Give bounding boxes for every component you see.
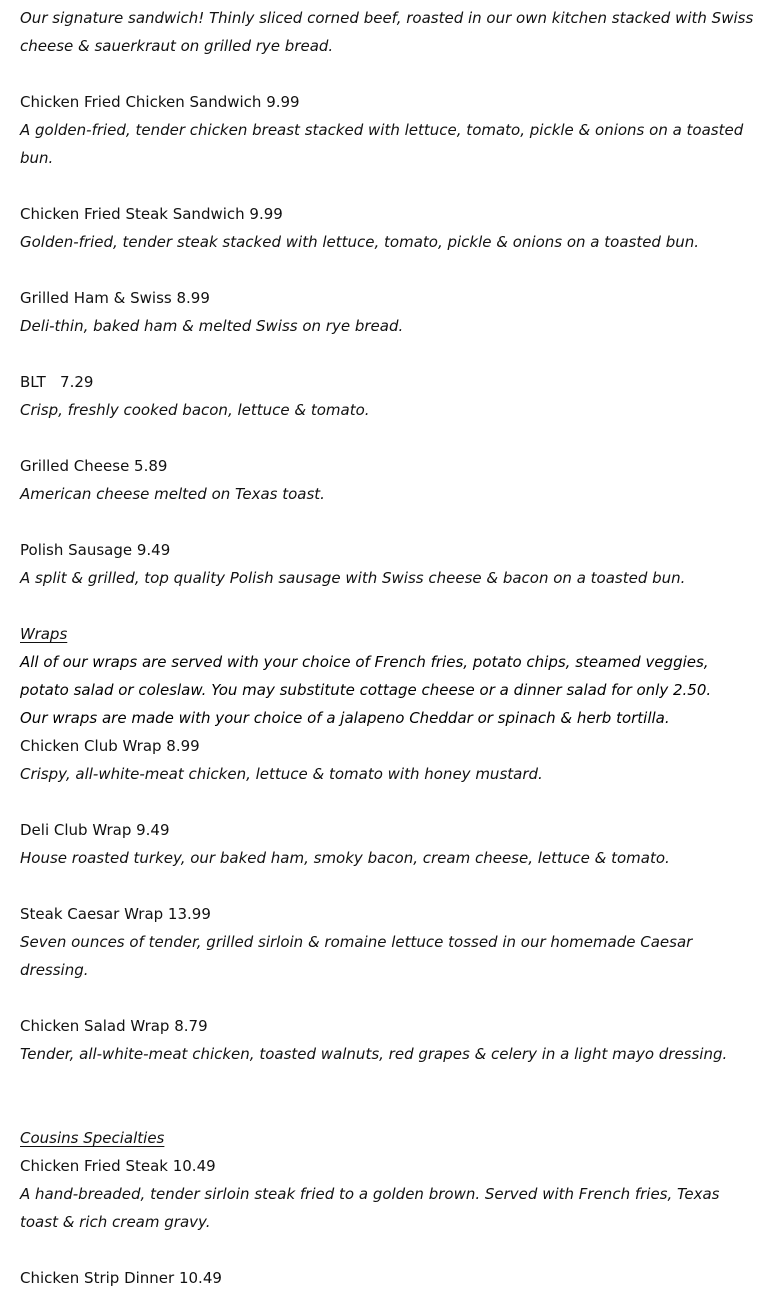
item-name: Chicken Salad Wrap 8.79: [20, 1017, 208, 1035]
spacer: [20, 984, 756, 1012]
item-description: A hand-breaded, tender sirloin steak fried to a golden brown. Served with French fries, Texas toast & rich cream gravy.: [20, 1185, 720, 1231]
item-description: Tender, all-white-meat chicken, toasted walnuts, red grapes & celery in a light mayo dressing.: [20, 1045, 728, 1063]
item-description: A golden-fried, tender chicken breast stacked with lettuce, tomato, pickle & onions on a toasted bun.: [20, 121, 744, 167]
item-description: Deli-thin, baked ham & melted Swiss on rye bread.: [20, 317, 404, 335]
section-title-wraps: Wraps: [20, 625, 68, 643]
item-name: Chicken Fried Chicken Sandwich 9.99: [20, 93, 300, 111]
item-name: Steak Caesar Wrap 13.99: [20, 905, 211, 923]
spacer: [20, 1236, 756, 1264]
spacer: [20, 256, 756, 284]
sandwich-item: [20, 368, 756, 424]
item-name: Grilled Ham & Swiss 8.99: [20, 289, 210, 307]
sandwich-item: [20, 452, 756, 508]
wraps-section: [20, 620, 756, 1068]
spacer: [20, 172, 756, 200]
wraps-note: All of our wraps are served with your choice of French fries, potato chips, steamed veggies, potato salad or coleslaw. You may substitute cottage cheese or a dinner salad for only 2.50.: [20, 653, 712, 699]
item-description: Crispy, all-white-meat chicken, lettuce & tomato with honey mustard.: [20, 765, 543, 783]
spacer: [20, 60, 756, 88]
section-title-specialties: Cousins Specialties: [20, 1129, 165, 1147]
sandwich-item: [20, 88, 756, 172]
item-name: Chicken Club Wrap 8.99: [20, 737, 200, 755]
spacer: [20, 508, 756, 536]
item-description: Golden-fried, tender steak stacked with lettuce, tomato, pickle & onions on a toasted bun.: [20, 233, 700, 251]
item-name: BLT 7.29: [20, 373, 94, 391]
specialties-section: [20, 1124, 756, 1292]
specialty-item: [20, 1264, 756, 1292]
item-name: Chicken Strip Dinner 10.49: [20, 1269, 222, 1287]
sandwich-item: [20, 200, 756, 256]
item-description: Seven ounces of tender, grilled sirloin & romaine lettuce tossed in our homemade Caesar dressing.: [20, 933, 693, 979]
spacer: [20, 340, 756, 368]
item-description: Crisp, freshly cooked bacon, lettuce & tomato.: [20, 401, 370, 419]
item-description: House roasted turkey, our baked ham, smoky bacon, cream cheese, lettuce & tomato.: [20, 849, 670, 867]
item-name: Grilled Cheese 5.89: [20, 457, 168, 475]
item-name: Chicken Fried Steak 10.49: [20, 1157, 216, 1175]
specialty-item: [20, 1152, 756, 1236]
spacer: [20, 424, 756, 452]
item-description: American cheese melted on Texas toast.: [20, 485, 325, 503]
item-name: Polish Sausage 9.49: [20, 541, 171, 559]
item-name: Deli Club Wrap 9.49: [20, 821, 170, 839]
sandwich-item: [20, 536, 756, 592]
item-name: Chicken Fried Steak Sandwich 9.99: [20, 205, 283, 223]
item-description: A split & grilled, top quality Polish sausage with Swiss cheese & bacon on a toasted bun.: [20, 569, 686, 587]
spacer: [20, 872, 756, 900]
spacer: [20, 592, 756, 620]
wraps-tortilla-note: Our wraps are made with your choice of a jalapeno Cheddar or spinach & herb tortilla.: [20, 709, 670, 727]
intro-description: Our signature sandwich! Thinly sliced corned beef, roasted in our own kitchen stacked with Swiss cheese & sauerkraut on grilled rye bread.: [20, 9, 754, 55]
wrap-item: [20, 816, 756, 872]
spacer: [20, 788, 756, 816]
spacer: [20, 1068, 756, 1124]
wrap-item: [20, 900, 756, 984]
sandwich-item: [20, 284, 756, 340]
wrap-item: [20, 1012, 756, 1068]
wrap-item: [20, 732, 756, 788]
